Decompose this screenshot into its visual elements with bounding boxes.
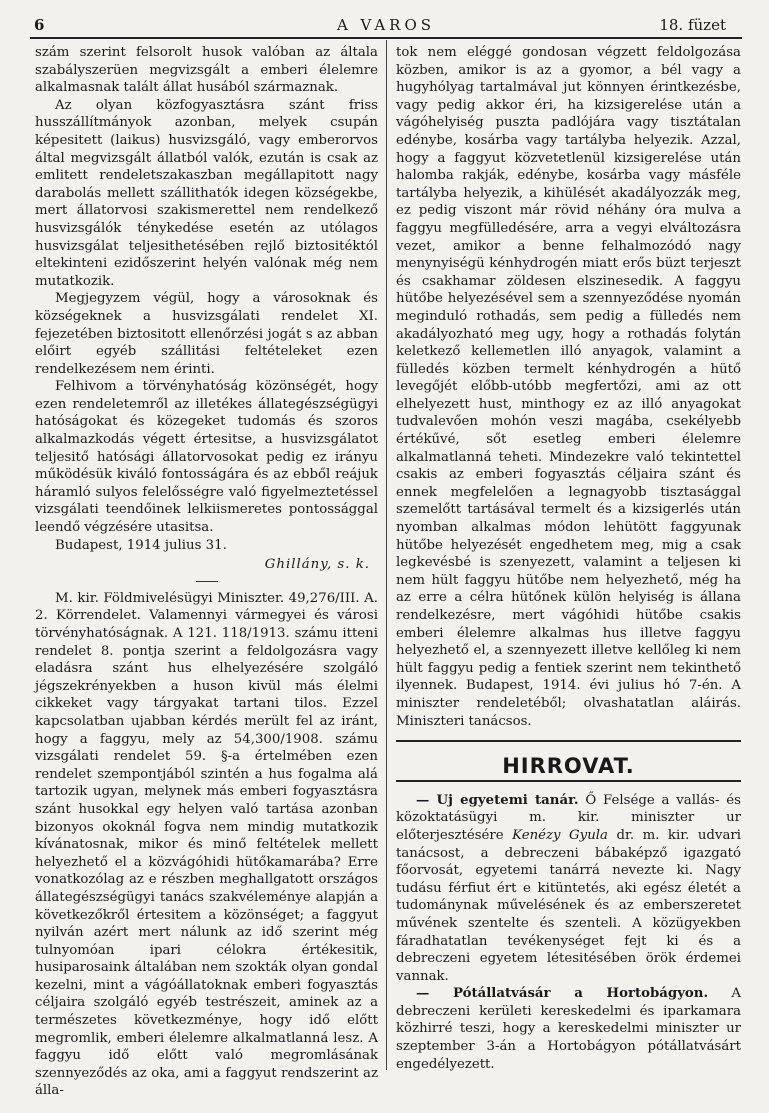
paragraph: szám szerint felsorolt husok valóban az általa szabályszerüen megvizsgált a emberi élelemre alkalmasnak talált állat husából származnak.	[35, 45, 378, 96]
news-item-title: — Pótállatvásár a Hortobágyon.	[416, 986, 709, 1002]
section-title-rule	[396, 780, 741, 782]
decree-date: Budapest, 1914 julius 31.	[55, 537, 227, 553]
paragraph: Felhivom a törvényhatóság közönségét, hogy ezen rendeletemről az illetékes állategészségügyi hatóságokat és közegeket tudomás és szoros alkalmazkodás végett értesitse, a husvizsgálatot teljesitő hatósági állatorvosokat pedig ez irányu működésük kiváló fontosságára és az ebből reájuk háramló sulyos felelősségre való figyelmeztetéssel vizsgálati teendőinek lelkiismeretes pontossággal leendő végzésére utasitsa.	[35, 379, 378, 536]
news-item: — Pótállatvásár a Hortobágyon. A debreczeni kerületi kereskedelmi és iparkamara közhirré teszi, hogy a kereskedelmi miniszter ur szeptember 3-án a Hortobágyon pótállatvásárt engedélyezett.	[396, 986, 741, 1072]
paragraph: Az olyan közfogyasztásra szánt friss husszállítmányok azonban, melyek csupán képesitett (laikus) husvizsgáló, vagy emberorvos által megvizsgált állatból valók, ezután is csak az emlitett rendeletszakaszban megállapitott nagy darabolás mellett szállithatók idegen községekbe, mert állatorvosi szakismerettel nem rendelkező husvizsgálók ténykedése esetén az utólagos husvizsgálat teljesithetésében rejlő biztositéktól eltekinteni ezidőszerint helyén valónak még nem mutatkozik.	[35, 97, 378, 289]
paragraph: tok nem eléggé gondosan végzett feldolgozása közben, amikor is az a gyomor, a bél vagy a hugyhólyag tartalmával jut könnyen érintkezésbe, vagy pedig akkor éri, ha kizsigerelése után a vágóhelyiség puszta padlójára vagy tisztátalan edénybe, kosárba vagy tartályba helyezik. Azzal, hogy a faggyut közvetetlenül kizsigerelése után halomba rakják, edénybe, kosárba vagy másféle tartályba helyezik, a kihülését akadályozzák meg, ez pedig viszont már rövid néhány óra mulva a faggyu megfülledésére, arra a vegyi elváltozásra vezet, amikor a benne felhalmozódó nagy menynyiségü kénhydrogén miatt erős büzt terjeszt és csakhamar zöldesen elszinesedik. A faggyu hütőbe helyezésével sem a szennyeződése nyomán meginduló rothadás, sem pedig a fülledés nem akadályozható meg ugy, hogy a rothadás folytán keletkező kellemetlen illó anyagok, valamint a fülledés közben termelt kénhydrogén a hütő levegőjét előbb-utóbb megfertőzi, ami az ott elhelyezett hust, minthogy ez az illó anyagokat tudvalevően mohón veszi magába, csekélyebb értékűvé, sőt esetleg emberi élelemre alkalmatlanná teheti. Mindezekre való tekintettel csakis az emberi fogyasztás céljaira szánt és ennek megfelelően a legnagyobb tisztasággal szemelőtt tartásával termelt és a kizsigerlés után nyomban alkalmas módon lehütött faggyunak hütőbe helyezését engedhetem meg, mig a csak legkevésbé is szenyezett, valamint a teljesen ki nem hült faggyu hütőbe nem helyezhető, még ha az erre a célra hütőnek külön helyiség is állana rendelkezésre, mert vágóhidi hütőbe csakis emberi élelemre alkalmas hus illetve faggyu helyezhető el, a szennyezett illetve kellőleg ki nem hült faggyu pedig a fentiek szerint nem tekinthető ilyennek. Budapest, 1914. évi julius hó 7-én. A miniszter rendeletéből; olvashatatlan aláirás. Miniszteri tanácsos.	[396, 45, 741, 729]
paragraph: Megjegyzem végül, hogy a városoknak és községeknek a husvizsgálati rendelet XI. fejezetében biztositott ellenőrzési jogát s az abban előirt egyéb szállitási feltételeket ezen rendelkezésem nem érinti.	[35, 291, 378, 377]
issue-number: 18. füzet	[659, 16, 726, 34]
person-name: Kenézy Gyula	[512, 827, 608, 843]
divider	[35, 577, 378, 587]
news-item: — Uj egyetemi tanár. Ő Felsége a vallás- és közoktatásügyi m. kir. miniszter ur előterjesztésére Kenézy Gyula dr. m. kir. udvari tanácsost, a debreczeni bábaképző igazgató főorvosát, egyetemi tanárrá nevezte ki. Nagy tudásu férfiut ért e kitüntetés, aki egész életét a tudománynak művelésének és az emberszeretet művének szentelte és szenteli. A közügyekben fáradhatatlan tevékenységet fejt ki és a debreczeni egyetem létesitésében örök érdemei vannak.	[396, 792, 741, 984]
page-header	[30, 12, 742, 36]
section-rule	[396, 740, 741, 744]
page-number: 6	[34, 16, 45, 34]
signature	[35, 556, 378, 574]
running-title: A VAROS	[336, 16, 436, 34]
column-separator	[386, 40, 387, 1070]
header-rule	[30, 37, 742, 39]
paragraph: M. kir. Földmivelésügyi Miniszter. 49,276/III. A. 2. Körrendelet. Valamennyi vármegyei és városi törvényhatóságnak. A 121. 118/1913. számu itteni rendelet 8. pontja szerint a feldolgozásra vagy eladásra szánt hus elhelyezésére szolgáló jégszekrényekben a huson kivül más élelmi cikkeket vagy tárgyakat tartani tilos. Ezzel kapcsolatban ujabban kérdés merült fel az iránt, hogy a faggyu, mely az 54,300/1908. számu vizsgálati rendelet 59. §-a értelmében ezen rendelet szempontjából szintén a hus fogalma alá tartozik ugyan, melynek más emberi fogyasztásra szánt husokkal egy helyen való tartása azonban bizonyos okoknál fogva nem mindig mutatkozik kívánatosnak, mikor és minő feltételek mellett helyezhető el a közvágóhidi hütőkamarába? Erre vonatkozólag az e részben meghallgatott országos állategészségügyi tanács szakvéleménye alapján a következőkről értesitem a közönséget; a faggyut nyilván azért mert nálunk az idő szerint még tulnyomóan ipari célokra értékesitik, husiparosaink általában nem szokták olyan gondal kezelni, mint a vágóállatoknak emberi fogyasztás céljaira szolgáló egyéb testrészeit, aminek az a természetes következménye, hogy idő előtt megromlik, emberi élelemre alkalmatlanná lesz. A faggyu idő előtt való megromlásának szennyeződés az oka, ami a faggyut rendszerint az álla-	[35, 590, 378, 1099]
right-column	[396, 44, 741, 1073]
news-item-title: — Uj egyetemi tanár.	[416, 792, 579, 808]
section-title: HIRROVAT.	[502, 754, 635, 779]
signature-name: Ghillány, s. k.	[264, 557, 370, 573]
left-column	[35, 44, 378, 1100]
